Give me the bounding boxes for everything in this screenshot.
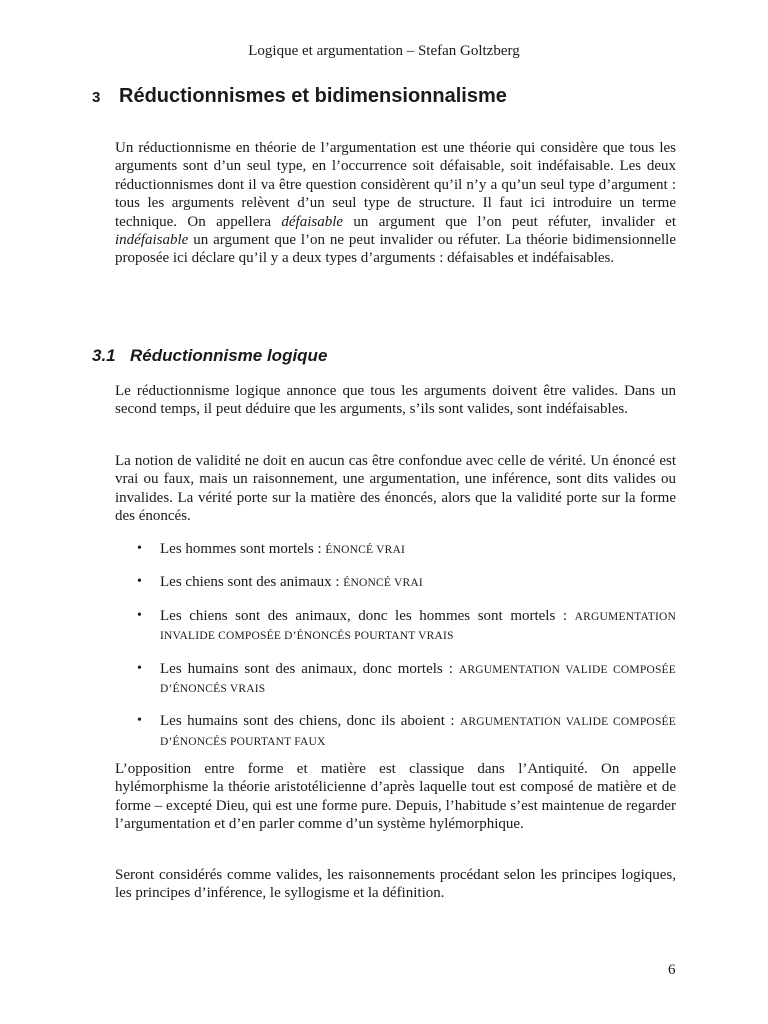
example-statement: Les hommes sont mortels : (160, 541, 326, 557)
paragraph-hylemorphisme: L’opposition entre forme et matière est classique dans l’Antiquité. On appelle hylémorphisme la théorie aristotélicienne d’après laquelle tout est composé de matière et de forme – excepté Dieu, qui est une forme pure. Depuis, l’habitude s’est maintenue de regarder l’argumentation et d’en parler comme d’un système hylémorphique. (115, 761, 676, 833)
term-indefaisable: indéfaisable (115, 232, 189, 249)
example-statement: Les humains sont des animaux, donc mortels : (160, 660, 459, 677)
example-statement: Les humains sont des chiens, donc ils aboient : (160, 713, 460, 730)
intro-text-3: un argument que l’on ne peut invalider ou réfuter. La théorie bidimensionnelle proposée ici déclare qu’il y a deux types d’arguments : défaisables et indéfaisables. (115, 232, 676, 267)
example-verdict: ARGUMENTATION INVALIDE COMPOSÉE D’ÉNONCÉS POURTANT VRAIS (160, 610, 676, 643)
bullet-icon: • (137, 574, 142, 590)
bullet-icon: • (137, 660, 142, 676)
example-verdict: ARGUMENTATION VALIDE COMPOSÉE D’ÉNONCÉS VRAIS (160, 663, 676, 696)
list-item (137, 712, 676, 751)
section-title: Réductionnisme logique (130, 346, 328, 365)
intro-text-1: Un réductionnisme en théorie de l’argumentation est une théorie qui considère que tous les arguments sont d’un seul type, en l’occurrence soit défaisable, soit indéfaisable. Les deux réductionnismes dont il va être question considèrent qu’il n’y a qu’un seul type d’argument : tous les arguments relèvent d’un seul type de structure. Il faut ici introduire un terme technique. On appellera (115, 140, 676, 230)
running-header: Logique et argumentation – Stefan Goltzberg (248, 43, 520, 59)
paragraph-conclusion: Seront considérés comme valides, les raisonnements procédant selon les principes logiques, les principes d’inférence, le syllogisme et la définition. (115, 867, 676, 902)
list-item (137, 660, 676, 699)
paragraph-validite: La notion de validité ne doit en aucun cas être confondue avec celle de vérité. Un énoncé est vrai ou faux, mais un raisonnement, une argumentation, une inférence, sont dits valides ou invalides. La vérité porte sur la matière des énoncés, alors que la validité porte sur la forme des énoncés. (115, 453, 676, 525)
chapter-number: 3 (92, 89, 101, 106)
example-verdict: ARGUMENTATION VALIDE COMPOSÉE D’ÉNONCÉS POURTANT FAUX (160, 716, 676, 748)
list-item (137, 573, 676, 592)
example-verdict: ÉNONCÉ VRAI (343, 577, 423, 590)
bullet-icon: • (137, 713, 142, 729)
paragraph-reductionnisme: Le réductionnisme logique annonce que tous les arguments doivent être valides. Dans un second temps, il peut déduire que les arguments, s’ils sont valides, sont indéfaisables. (115, 383, 676, 418)
bullet-icon: • (137, 541, 142, 556)
bullet-icon: • (137, 607, 142, 623)
term-defaisable: défaisable (281, 213, 344, 230)
page-number: 6 (668, 962, 676, 978)
example-statement: Les chiens sont des animaux, donc les hommes sont mortels : (160, 607, 575, 624)
list-item (137, 540, 676, 559)
section-number: 3.1 (92, 346, 116, 365)
chapter-heading (92, 85, 507, 108)
chapter-title: Réductionnismes et bidimensionnalisme (119, 85, 507, 107)
example-statement: Les chiens sont des animaux : (160, 574, 344, 591)
section-heading (92, 346, 327, 366)
examples-list (137, 540, 676, 751)
list-item (137, 607, 676, 646)
intro-text-2: un argument que l’on peut réfuter, invalider et (343, 213, 677, 230)
example-verdict: ÉNONCÉ VRAI (325, 544, 406, 556)
intro-paragraph (115, 139, 676, 268)
